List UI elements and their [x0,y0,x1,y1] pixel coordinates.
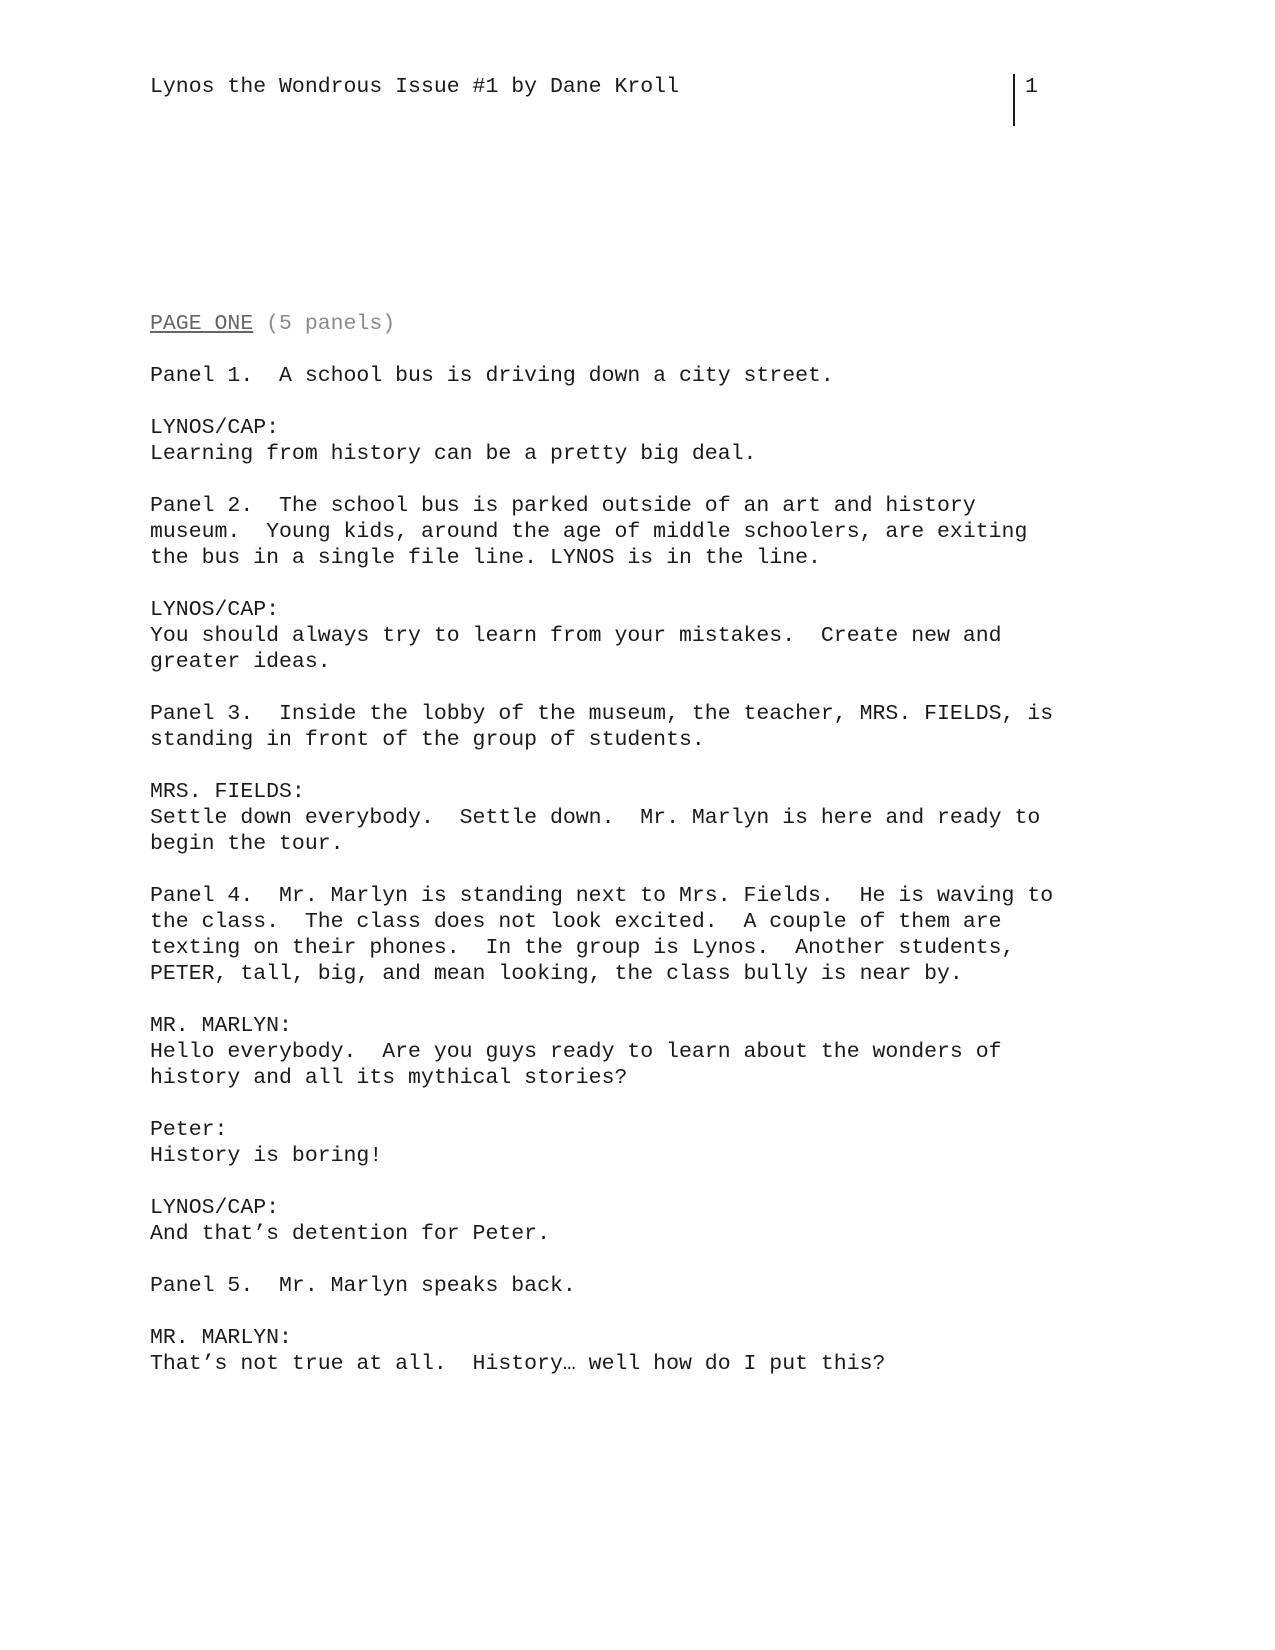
speaker-label: MR. MARLYN: [150,1326,292,1350]
dialogue-line: Learning from history can be a pretty big deal. [150,442,757,466]
script-line: the bus in a single file line. LYNOS is in the line. [150,546,821,570]
dialogue-mr-marlyn-1 [150,1013,1150,1091]
speaker-label: Peter: [150,1118,228,1142]
dialogue-mrs-fields [150,779,1150,857]
header-divider [1013,74,1015,126]
dialogue-mr-marlyn-2 [150,1325,1150,1377]
panel-3-description [150,701,1150,753]
dialogue-line: And that’s detention for Peter. [150,1222,550,1246]
page-heading-label: PAGE ONE [150,312,254,336]
script-line: texting on their phones. In the group is Lynos. Another students, [150,936,1015,960]
script-body [150,311,1150,1403]
script-line: the class. The class does not look excited. A couple of them are [150,910,1002,934]
speaker-label: LYNOS/CAP: [150,1196,280,1220]
dialogue-line: history and all its mythical stories? [150,1066,628,1090]
dialogue-lynos-caption-3 [150,1195,1150,1247]
speaker-label: MR. MARLYN: [150,1014,292,1038]
panel-1-description [150,363,1150,389]
dialogue-lynos-caption-1 [150,415,1150,467]
page-number: 1 [1025,75,1038,99]
document-header-title: Lynos the Wondrous Issue #1 by Dane Kroll [150,75,679,99]
script-line: Panel 5. Mr. Marlyn speaks back. [150,1274,576,1298]
speaker-label: LYNOS/CAP: [150,598,280,622]
panel-2-description [150,493,1150,571]
speaker-label: MRS. FIELDS: [150,780,305,804]
dialogue-line: You should always try to learn from your mistakes. Create new and [150,624,1002,648]
dialogue-line: Settle down everybody. Settle down. Mr. Marlyn is here and ready to [150,806,1041,830]
script-line: Panel 3. Inside the lobby of the museum, the teacher, MRS. FIELDS, is [150,702,1054,726]
dialogue-line: greater ideas. [150,650,331,674]
panel-5-description [150,1273,1150,1299]
script-line: standing in front of the group of students. [150,728,705,752]
dialogue-lynos-caption-2 [150,597,1150,675]
dialogue-line: History is boring! [150,1144,383,1168]
script-line: PETER, tall, big, and mean looking, the class bully is near by. [150,962,963,986]
script-line: Panel 1. A school bus is driving down a city street. [150,364,834,388]
dialogue-line: begin the tour. [150,832,344,856]
script-line: Panel 4. Mr. Marlyn is standing next to Mrs. Fields. He is waving to [150,884,1054,908]
dialogue-line: Hello everybody. Are you guys ready to learn about the wonders of [150,1040,1002,1064]
speaker-label: LYNOS/CAP: [150,416,280,440]
page-heading [150,311,1150,337]
page-heading-panel-count: (5 panels) [253,312,396,336]
script-line: museum. Young kids, around the age of middle schoolers, are exiting [150,520,1028,544]
dialogue-line: That’s not true at all. History… well how do I put this? [150,1352,886,1376]
panel-4-description [150,883,1150,987]
script-line: Panel 2. The school bus is parked outside of an art and history [150,494,976,518]
dialogue-peter [150,1117,1150,1169]
